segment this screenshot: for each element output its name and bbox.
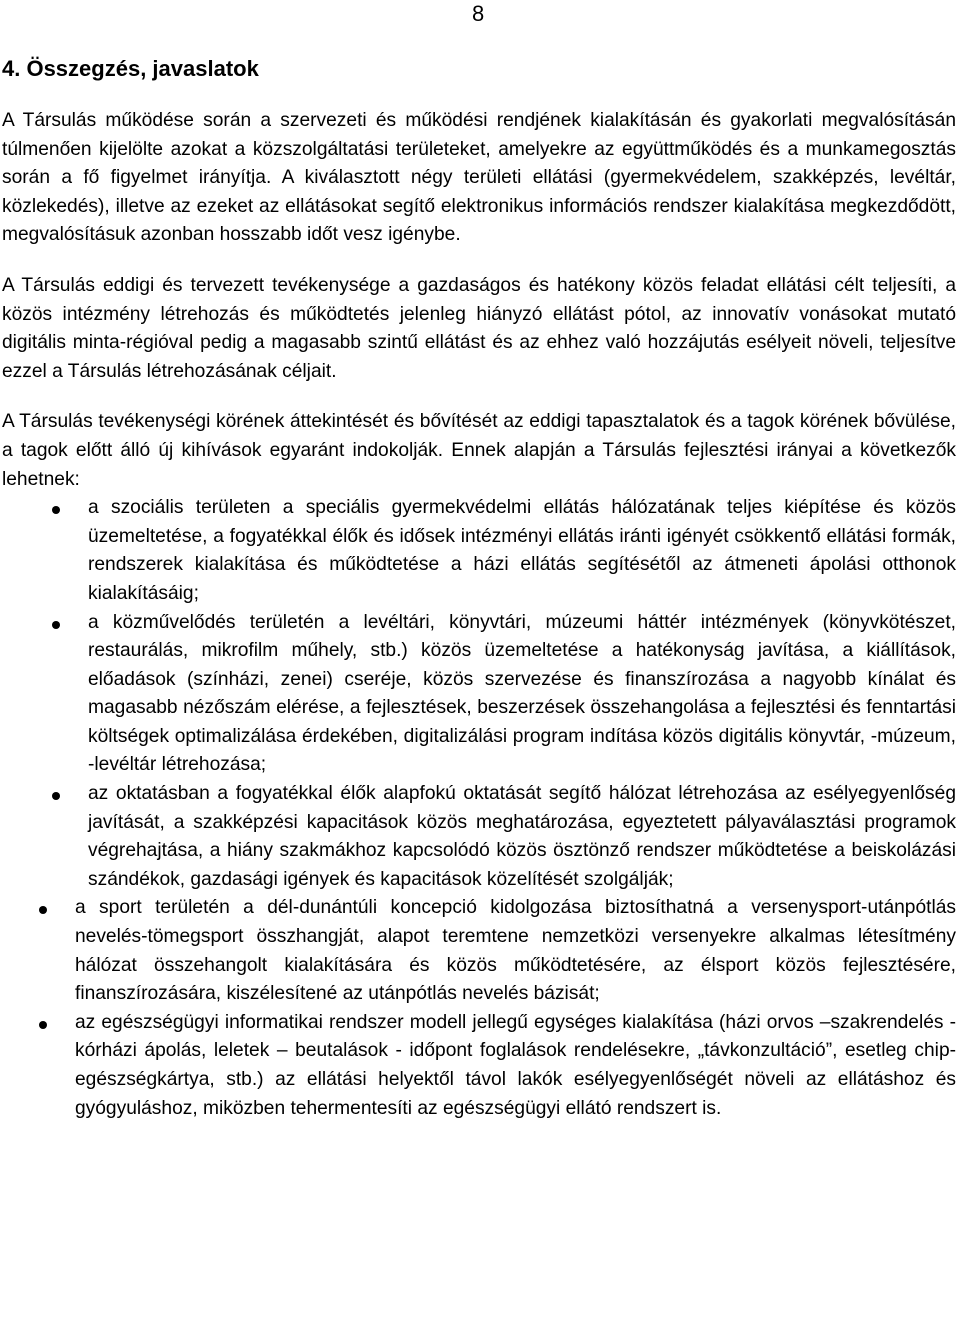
bullet-icon (52, 621, 60, 629)
bullet-icon (52, 506, 60, 514)
bullet-icon (52, 792, 60, 800)
paragraph-goals: A Társulás eddigi és tervezett tevékenysége a gazdaságos és hatékony közös feladat ellátási célt teljesíti, a közös intézmény létrehozás és működtetés jelenleg hiányzó ellátást pótol, az innovatív vonásokat mutató digitális minta-régióval pedig a magasabb szintű ellátást és az ehhez való hozzájutás esélyeit növeli, teljesítve ezzel a Társulás létrehozásának céljait. (2, 274, 956, 382)
list-item-text: az oktatásban a fogyatékkal élők alapfokú oktatását segítő hálózat létrehozása az esélyegyenlőség javítását, a szakképzési kapacitások közös meghatározása, egyeztetett pályaválasztási programok végrehajtása, a hiány szakmákhoz kapcsolódó közös ösztönző rendszer működtetése a beiskolázási szándékok, gazdasági igények és kapacitások közelítését szolgálják; (88, 783, 956, 890)
page-number: 8 (472, 1, 485, 26)
list-item-culture (2, 609, 956, 781)
list-item-text: a sport területén a dél-dunántúli koncepció kidolgozása biztosíthatná a versenysport-utánpótlás nevelés-tömegsport összhangját, alapot teremtene nemzetközi versenyekre alkalmas létesítmény hálózat összehangolt kialakítására és közös működtetésére, az élsport közös fejlesztésére, finanszírozására, kiszélesítené az utánpótlás nevelés bázisát; (75, 897, 956, 1005)
paragraph-directions: A Társulás tevékenységi körének áttekintését és bővítését az eddigi tapasztalatok és a tagok körének bővülése, a tagok előtt álló új kihívások egyaránt indokolják. Ennek alapján a Társulás fejlesztési irányai a következők lehetnek: (2, 411, 956, 490)
list-item-education (2, 780, 956, 894)
list-item-sport (2, 894, 956, 1008)
paragraph-intro: A Társulás működése során a szervezeti és működési rendjének kialakításán és gyakorlati megvalósításán túlmenően kijelölte azokat a közszolgáltatási területeket, amelyekre az együttműködés és a munkamegosztás során a fő figyelmet irányítja. A kiválasztott négy területi ellátási (gyermekvédelem, szakképzés, levéltár, közlekedés), illetve az ezeket az ellátásokat segítő elektronikus információs rendszer kialakítása megkezdődött, megvalósításuk azonban hosszabb időt vesz igénybe. (2, 110, 956, 246)
list-item-text: a szociális területen a speciális gyermekvédelmi ellátás hálózatának teljes kiépítése és közös üzemeltetése, a fogyatékkal élők és idősek intézményi ellátás iránti igényét csökkentő ellátási formák, rendszerek kialakítása és működtetése a házi ellátás segítésétől az átmeneti ápolási otthonok kialakításáig; (88, 497, 956, 604)
bullet-icon (39, 906, 47, 914)
list-item-text: az egészségügyi informatikai rendszer modell jellegű egységes kialakítása (házi orvos –szakrendelés - kórházi ápolás, leletek – beutalások - időpont foglalások rendelésekre, „távkonzultáció”, esetleg chip-egészségkártya, stb.) az ellátási helyektől távol lakók esélyegyenlőségét növeli az ellátáshoz és gyógyuláshoz, miközben tehermentesíti az egészségügyi ellátó rendszert is. (75, 1011, 956, 1119)
list-item-text: a közművelődés területén a levéltári, könyvtári, múzeumi háttér intézmények (könyvkötészet, restaurálás, mikrofilm műhely, stb.) közös üzemeltetése a hatékonyság javítása, a kiállítások, előadások (színházi, zenei) cseréje, közös szervezése és finanszírozása a nagyobb kínálat és magasabb nézőszám elérése, a fejlesztések, beszerzések összehangolása a fejlesztési és fenntartási költségek optimalizálása érdekében, digitalizálási program indítása közös digitális könyvtár, -múzeum, -levéltár létrehozása; (88, 611, 956, 776)
document-body (2, 54, 956, 1123)
section-heading: 4. Összegzés, javaslatok (2, 56, 259, 81)
development-directions-list (2, 494, 956, 1123)
bullet-icon (39, 1021, 47, 1029)
list-item-health (2, 1009, 956, 1123)
list-item-social (2, 494, 956, 608)
